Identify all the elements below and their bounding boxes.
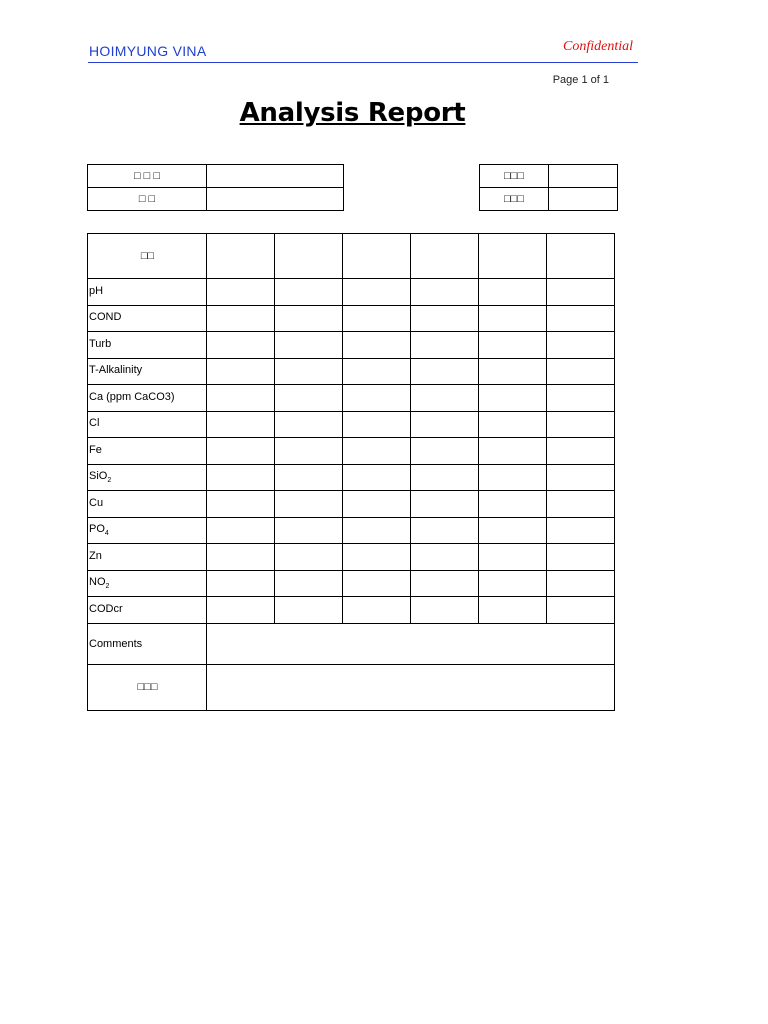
- result-cell: [547, 517, 615, 544]
- result-cell: [343, 305, 411, 332]
- result-cell: [411, 385, 479, 412]
- result-cell: [479, 234, 547, 279]
- parameter-name: [88, 464, 207, 491]
- result-cell: [275, 411, 343, 438]
- result-cell: [343, 544, 411, 571]
- result-cell: [547, 597, 615, 624]
- parameter-name: [88, 438, 207, 465]
- result-cell: [275, 358, 343, 385]
- result-cell: [343, 438, 411, 465]
- result-cell: [479, 491, 547, 518]
- table-row: [88, 517, 615, 544]
- info-value: [207, 165, 344, 188]
- result-cell: [479, 332, 547, 359]
- parameter-name: [88, 358, 207, 385]
- comments-value: [207, 623, 615, 664]
- result-cell: [411, 464, 479, 491]
- result-cell: [343, 491, 411, 518]
- table-header-row: [88, 234, 615, 279]
- parameter-subscript: 4: [104, 530, 109, 538]
- result-cell: [343, 234, 411, 279]
- result-cell: [411, 279, 479, 306]
- result-cell: [547, 438, 615, 465]
- comments-label: Comments: [88, 623, 207, 664]
- comments-row: [88, 623, 615, 664]
- result-cell: [547, 570, 615, 597]
- parameter-name: [88, 597, 207, 624]
- result-cell: [547, 544, 615, 571]
- result-cell: [479, 464, 547, 491]
- result-cell: [207, 491, 275, 518]
- info-table-right: [479, 164, 618, 211]
- signature-row: [88, 664, 615, 710]
- table-row: [88, 358, 615, 385]
- info-row: [88, 165, 344, 188]
- result-cell: [343, 385, 411, 412]
- result-cell: [479, 570, 547, 597]
- table-row: [88, 438, 615, 465]
- result-cell: [411, 358, 479, 385]
- parameter-text: pH: [89, 284, 104, 297]
- result-cell: [343, 358, 411, 385]
- result-cell: [207, 332, 275, 359]
- result-cell: [411, 234, 479, 279]
- parameter-name: [88, 332, 207, 359]
- parameter-name: [88, 570, 207, 597]
- result-cell: [275, 491, 343, 518]
- parameter-name: [88, 491, 207, 518]
- result-cell: [343, 517, 411, 544]
- header-divider: [88, 62, 638, 63]
- page-number: Page 1 of 1: [552, 74, 609, 86]
- result-cell: [479, 305, 547, 332]
- parameter-text: NO: [89, 576, 106, 589]
- result-cell: [275, 544, 343, 571]
- result-cell: [207, 438, 275, 465]
- info-value: [207, 188, 344, 211]
- result-cell: [547, 385, 615, 412]
- result-cell: [207, 234, 275, 279]
- result-cell: [275, 332, 343, 359]
- info-row: [88, 188, 344, 211]
- parameter-name: [88, 385, 207, 412]
- table-row: [88, 305, 615, 332]
- result-cell: [207, 464, 275, 491]
- info-row: [480, 188, 618, 211]
- parameter-name: [88, 517, 207, 544]
- signature-label: □□□: [88, 664, 207, 710]
- result-cell: [479, 279, 547, 306]
- table-row: [88, 279, 615, 306]
- result-cell: [547, 305, 615, 332]
- result-cell: [275, 438, 343, 465]
- parameter-name: [88, 544, 207, 571]
- result-cell: [275, 517, 343, 544]
- result-cell: [207, 279, 275, 306]
- parameter-subscript: 2: [107, 477, 112, 485]
- parameter-text: PO: [89, 523, 105, 536]
- result-cell: [479, 597, 547, 624]
- result-cell: [411, 570, 479, 597]
- result-cell: [343, 411, 411, 438]
- result-cell: [479, 544, 547, 571]
- parameter-text: Fe: [89, 443, 102, 456]
- result-cell: [411, 411, 479, 438]
- analysis-table: [87, 233, 615, 711]
- table-row: [88, 597, 615, 624]
- result-cell: [547, 491, 615, 518]
- result-cell: [275, 279, 343, 306]
- result-cell: [479, 385, 547, 412]
- result-cell: [547, 279, 615, 306]
- result-cell: [547, 332, 615, 359]
- result-cell: [275, 385, 343, 412]
- result-cell: [275, 305, 343, 332]
- table-row: [88, 411, 615, 438]
- report-title: Analysis Report: [239, 98, 466, 128]
- table-row: [88, 491, 615, 518]
- result-cell: [275, 234, 343, 279]
- parameter-name: [88, 305, 207, 332]
- parameter-text: Turb: [89, 337, 112, 350]
- result-cell: [411, 305, 479, 332]
- info-row: [480, 165, 618, 188]
- result-cell: [207, 411, 275, 438]
- company-name: HOIMYUNG VINA: [89, 43, 207, 59]
- signature-value: [207, 664, 615, 710]
- result-cell: [479, 517, 547, 544]
- parameter-header: □□: [88, 234, 207, 279]
- parameter-subscript: 2: [105, 583, 110, 591]
- result-cell: [411, 597, 479, 624]
- parameter-text: Zn: [89, 549, 102, 562]
- info-value: [549, 188, 618, 211]
- parameter-text: T-Alkalinity: [89, 364, 143, 377]
- parameter-name: [88, 411, 207, 438]
- result-cell: [411, 517, 479, 544]
- result-cell: [207, 570, 275, 597]
- result-cell: [343, 570, 411, 597]
- result-cell: [343, 332, 411, 359]
- info-label: □ □ □: [88, 165, 207, 188]
- result-cell: [207, 597, 275, 624]
- result-cell: [411, 491, 479, 518]
- result-cell: [547, 234, 615, 279]
- result-cell: [411, 438, 479, 465]
- result-cell: [411, 544, 479, 571]
- parameter-text: CODcr: [89, 602, 123, 615]
- parameter-text: Cu: [89, 496, 104, 509]
- result-cell: [207, 305, 275, 332]
- parameter-text: Cl: [89, 417, 100, 430]
- parameter-text: Ca (ppm CaCO3): [89, 390, 175, 403]
- confidential-label: Confidential: [563, 39, 633, 54]
- info-label: □□□: [480, 188, 549, 211]
- result-cell: [547, 411, 615, 438]
- result-cell: [207, 544, 275, 571]
- result-cell: [479, 411, 547, 438]
- result-cell: [547, 464, 615, 491]
- table-row: [88, 385, 615, 412]
- result-cell: [275, 570, 343, 597]
- table-row: [88, 544, 615, 571]
- parameter-name: [88, 279, 207, 306]
- info-label: □ □: [88, 188, 207, 211]
- result-cell: [343, 279, 411, 306]
- parameter-text: SiO: [89, 470, 108, 483]
- result-cell: [479, 358, 547, 385]
- result-cell: [547, 358, 615, 385]
- result-cell: [275, 597, 343, 624]
- result-cell: [207, 385, 275, 412]
- info-value: [549, 165, 618, 188]
- table-row: [88, 464, 615, 491]
- result-cell: [343, 464, 411, 491]
- info-label: □□□: [480, 165, 549, 188]
- result-cell: [275, 464, 343, 491]
- result-cell: [207, 517, 275, 544]
- result-cell: [411, 332, 479, 359]
- result-cell: [479, 438, 547, 465]
- parameter-text: COND: [89, 311, 122, 324]
- result-cell: [207, 358, 275, 385]
- result-cell: [343, 597, 411, 624]
- info-table-left: [87, 164, 344, 211]
- table-row: [88, 332, 615, 359]
- table-row: [88, 570, 615, 597]
